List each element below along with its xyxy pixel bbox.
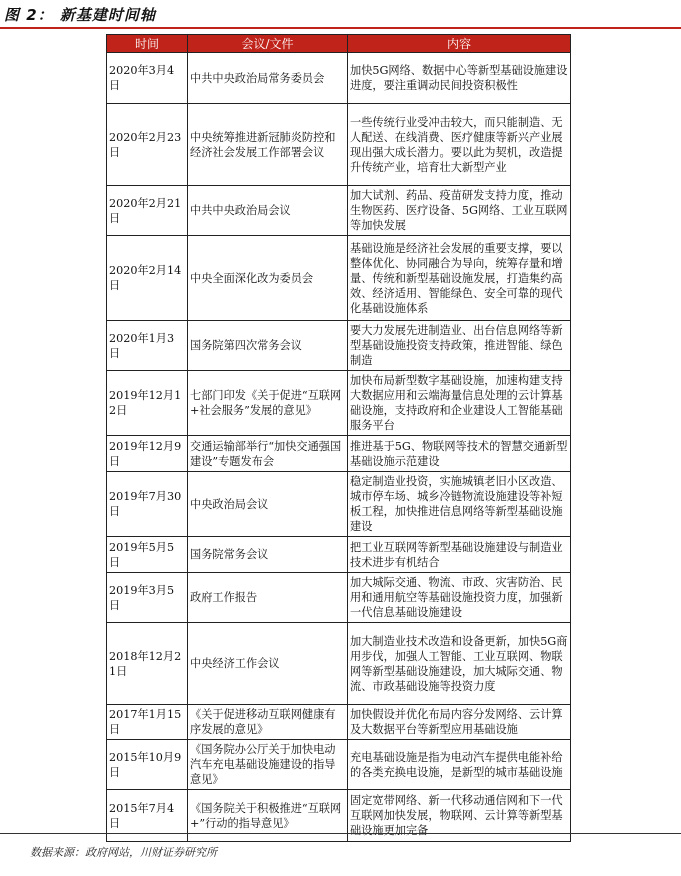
header-time: 时间 bbox=[107, 35, 188, 53]
table-row bbox=[107, 104, 571, 186]
cell-meeting: 《国务院关于积极推进“互联网+”行动的指导意见》 bbox=[188, 790, 348, 842]
cell-meeting: 国务院常务会议 bbox=[188, 537, 348, 573]
cell-meeting: 七部门印发《关于促进“互联网+社会服务”发展的意见》 bbox=[188, 371, 348, 436]
cell-time: 2020年2月14日 bbox=[107, 236, 188, 321]
cell-content: 加快假设并优化布局内容分发网络、云计算及大数据平台等新型应用基础设施 bbox=[348, 705, 571, 740]
cell-content: 要大力发展先进制造业、出台信息网络等新型基础设施投资支持政策，推进智能、绿色制造 bbox=[348, 321, 571, 371]
cell-meeting: 中共中央政治局常务委员会 bbox=[188, 53, 348, 104]
cell-content: 一些传统行业受冲击较大，而只能制造、无人配送、在线消费、医疗健康等新兴产业展现出强大成长潜力。要以此为契机，改造提升传统产业，培育壮大新型产业 bbox=[348, 104, 571, 186]
cell-content: 固定宽带网络、新一代移动通信网和下一代互联网加快发展，物联网、云计算等新型基础设施更加完备 bbox=[348, 790, 571, 842]
table-row bbox=[107, 321, 571, 371]
cell-time: 2019年12月9日 bbox=[107, 436, 188, 472]
cell-time: 2020年1月3日 bbox=[107, 321, 188, 371]
cell-content: 充电基础设施是指为电动汽车提供电能补给的各类充换电设施，是新型的城市基础设施 bbox=[348, 740, 571, 790]
table-row bbox=[107, 186, 571, 236]
cell-time: 2019年12月12日 bbox=[107, 371, 188, 436]
table-row bbox=[107, 472, 571, 537]
cell-meeting: 中央政治局会议 bbox=[188, 472, 348, 537]
cell-meeting: 《关于促进移动互联网健康有序发展的意见》 bbox=[188, 705, 348, 740]
source-footer bbox=[0, 833, 681, 860]
cell-time: 2015年10月9日 bbox=[107, 740, 188, 790]
table-row bbox=[107, 705, 571, 740]
timeline-table bbox=[106, 34, 571, 842]
cell-meeting: 政府工作报告 bbox=[188, 573, 348, 623]
table-header-row bbox=[107, 35, 571, 53]
figure-header bbox=[0, 0, 681, 29]
cell-time: 2015年7月4日 bbox=[107, 790, 188, 842]
source-note: 数据来源：政府网站，川财证券研究所 bbox=[30, 846, 217, 859]
table-row bbox=[107, 53, 571, 104]
table-row bbox=[107, 371, 571, 436]
cell-time: 2019年7月30日 bbox=[107, 472, 188, 537]
table-row bbox=[107, 537, 571, 573]
cell-content: 加快5G网络、数据中心等新型基础设施建设进度，要注重调动民间投资积极性 bbox=[348, 53, 571, 104]
cell-time: 2020年2月23日 bbox=[107, 104, 188, 186]
table-row bbox=[107, 740, 571, 790]
cell-content: 把工业互联网等新型基础设施建设与制造业技术进步有机结合 bbox=[348, 537, 571, 573]
cell-meeting: 中共中央政治局会议 bbox=[188, 186, 348, 236]
cell-content: 加大试剂、药品、疫苗研发支持力度，推动生物医药、医疗设备、5G网络、工业互联网等加快发展 bbox=[348, 186, 571, 236]
figure-title: 图 2： 新基建时间轴 bbox=[4, 6, 156, 24]
cell-time: 2019年5月5日 bbox=[107, 537, 188, 573]
table-row bbox=[107, 573, 571, 623]
cell-content: 加大城际交通、物流、市政、灾害防治、民用和通用航空等基础设施投资力度，加强新一代信息基础设施建设 bbox=[348, 573, 571, 623]
cell-time: 2018年12月21日 bbox=[107, 623, 188, 705]
cell-meeting: 国务院第四次常务会议 bbox=[188, 321, 348, 371]
header-meeting: 会议/文件 bbox=[188, 35, 348, 53]
cell-content: 推进基于5G、物联网等技术的智慧交通新型基础设施示范建设 bbox=[348, 436, 571, 472]
cell-content: 加快布局新型数字基础设施，加速构建支持大数据应用和云端海量信息处理的云计算基础设施，支持政府和企业建设人工智能基础服务平台 bbox=[348, 371, 571, 436]
timeline-table-container bbox=[106, 34, 570, 842]
cell-meeting: 交通运输部举行“加快交通强国建设”专题发布会 bbox=[188, 436, 348, 472]
table-row bbox=[107, 236, 571, 321]
table-row bbox=[107, 623, 571, 705]
cell-time: 2020年3月4日 bbox=[107, 53, 188, 104]
cell-time: 2017年1月15日 bbox=[107, 705, 188, 740]
cell-content: 加大制造业技术改造和设备更新，加快5G商用步伐，加强人工智能、工业互联网、物联网等新型基础设施建设，加大城际交通、物流、市政基础设施等投资力度 bbox=[348, 623, 571, 705]
header-content: 内容 bbox=[348, 35, 571, 53]
cell-time: 2019年3月5日 bbox=[107, 573, 188, 623]
cell-meeting: 中央经济工作会议 bbox=[188, 623, 348, 705]
cell-meeting: 中央全面深化改为委员会 bbox=[188, 236, 348, 321]
cell-content: 基础设施是经济社会发展的重要支撑，要以整体优化、协同融合为导向，统筹存量和增量、传统和新型基础设施发展，打造集约高效、经济适用、智能绿色、安全可靠的现代化基础设施体系 bbox=[348, 236, 571, 321]
cell-content: 稳定制造业投资，实施城镇老旧小区改造、城市停车场、城乡冷链物流设施建设等补短板工程，加快推进信息网络等新型基础设施建设 bbox=[348, 472, 571, 537]
cell-meeting: 中央统筹推进新冠肺炎防控和经济社会发展工作部署会议 bbox=[188, 104, 348, 186]
cell-meeting: 《国务院办公厅关于加快电动汽车充电基础设施建设的指导意见》 bbox=[188, 740, 348, 790]
table-row bbox=[107, 436, 571, 472]
cell-time: 2020年2月21日 bbox=[107, 186, 188, 236]
